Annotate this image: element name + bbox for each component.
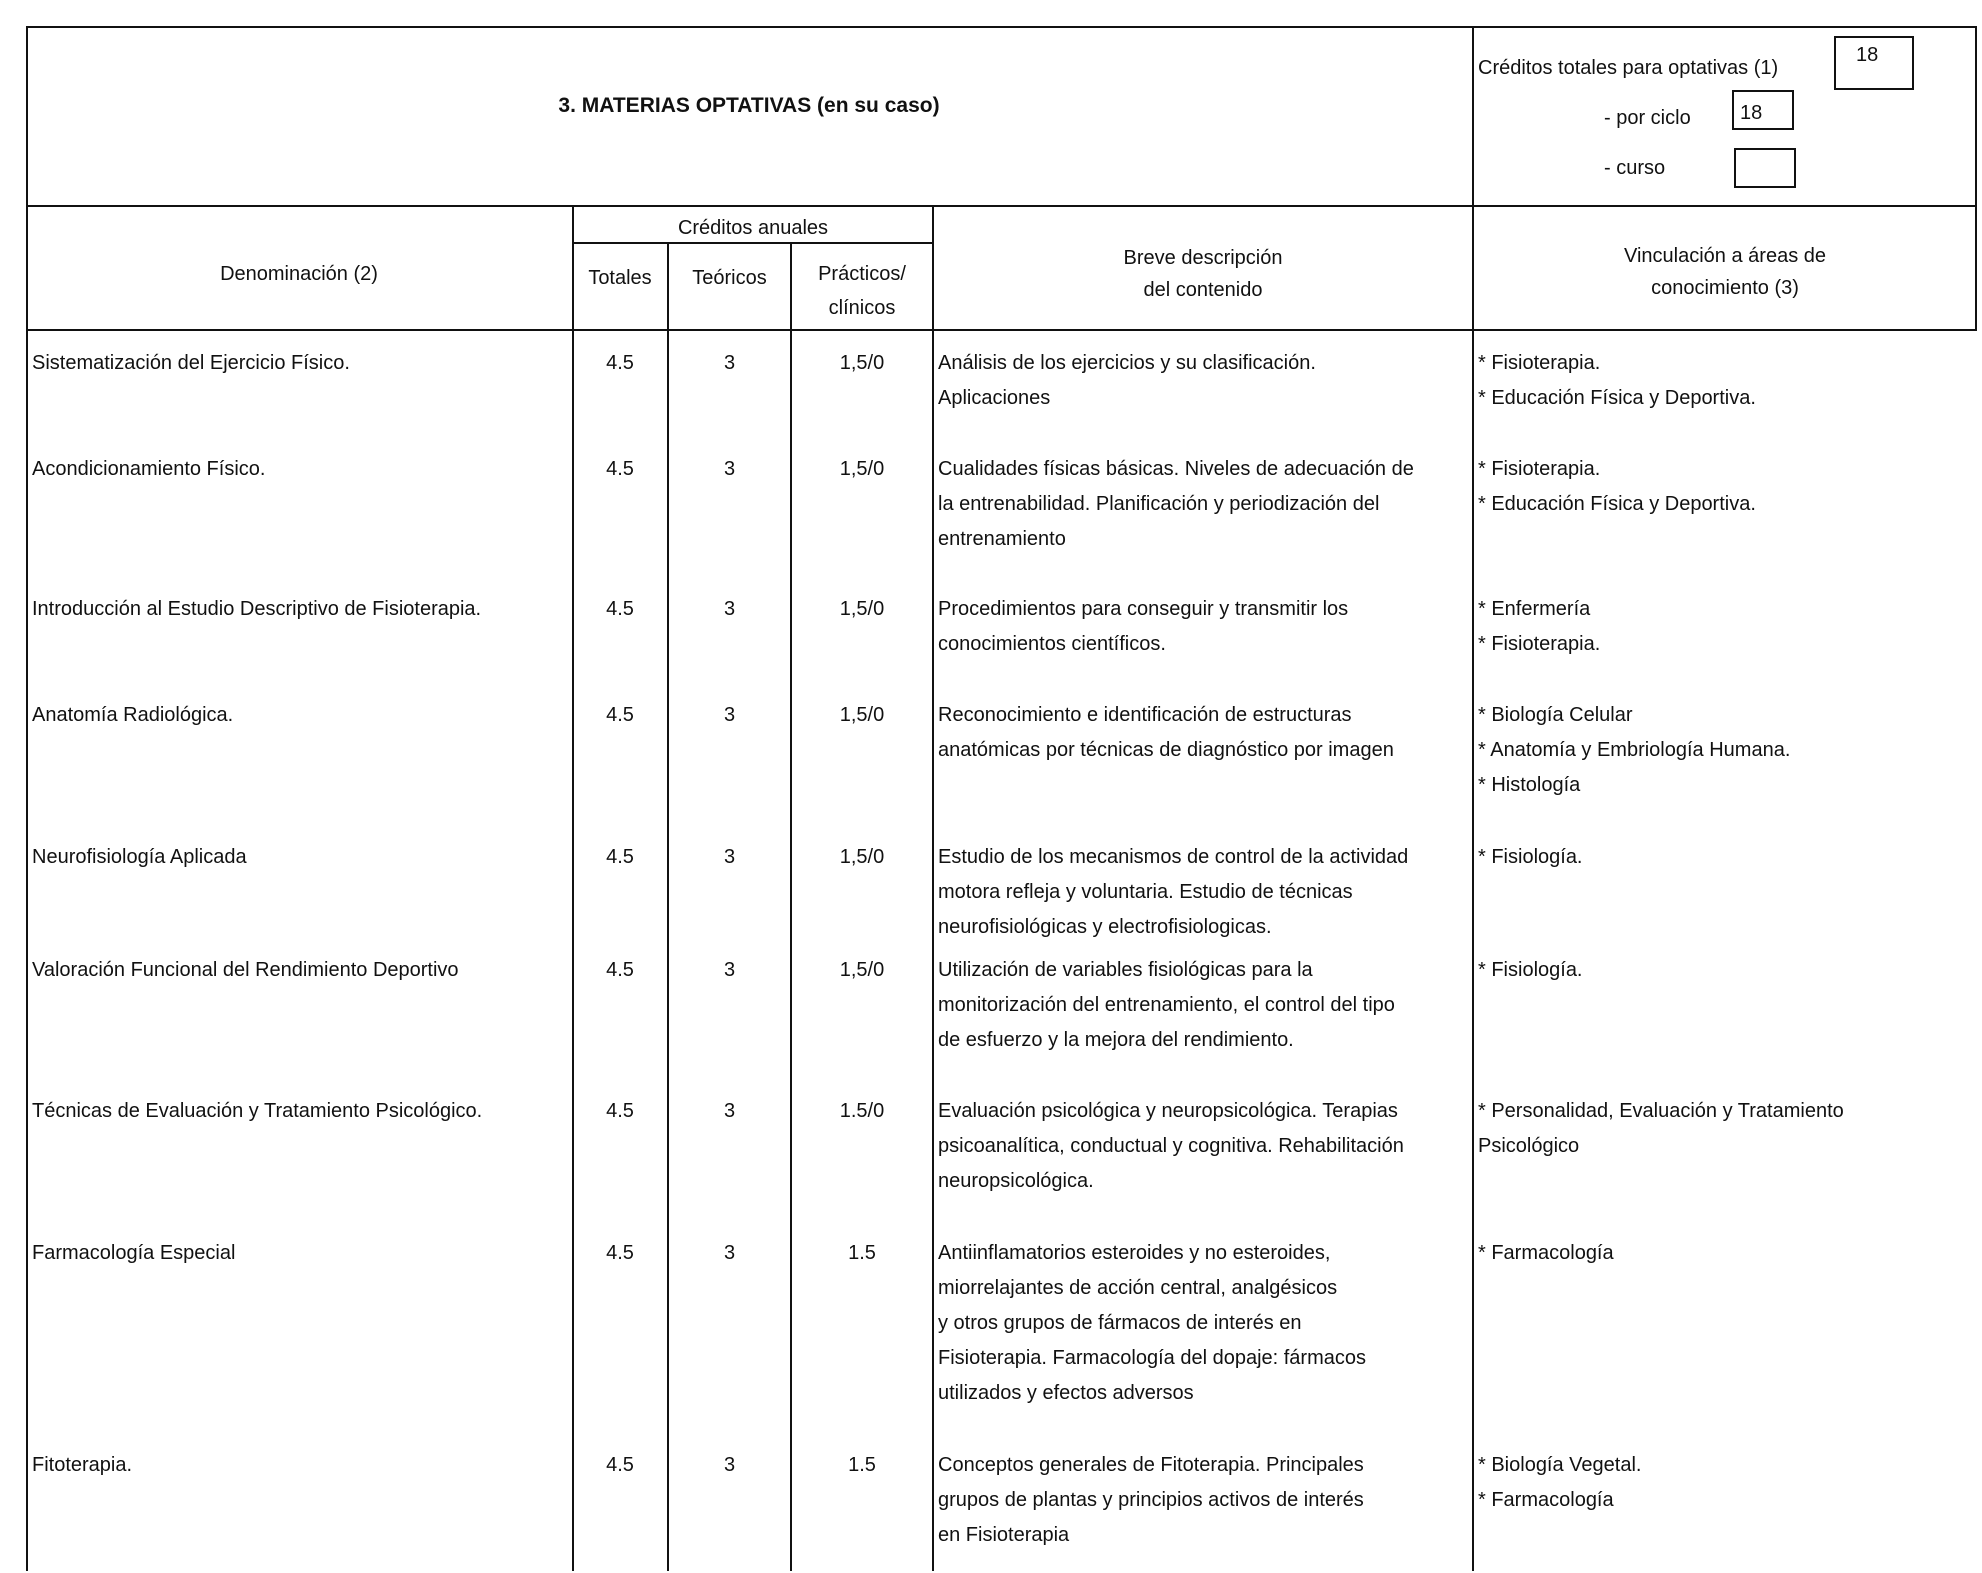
row-descripcion-line: conocimientos científicos. [938, 633, 1166, 655]
row-areas [1478, 592, 1974, 662]
row-descripcion-line: neurofisiológicas y electrofisiologicas. [938, 916, 1272, 938]
row-descripcion-line: Procedimientos para conseguir y transmitir los [938, 598, 1349, 620]
row-areas [1478, 698, 1974, 803]
row-name: Introducción al Estudio Descriptivo de Fisioterapia. [32, 598, 482, 620]
row-areas-line: * Personalidad, Evaluación y Tratamiento [1478, 1100, 1844, 1122]
row-areas [1478, 1094, 1974, 1164]
row-totales: 4.5 [606, 959, 634, 981]
row-teoricos: 3 [723, 458, 736, 480]
row-descripcion-line: motora refleja y voluntaria. Estudio de técnicas [938, 881, 1353, 903]
row-areas-line: * Fisioterapia. [1478, 633, 1601, 655]
row-practicos: 1.5 [848, 1242, 876, 1264]
course-label: - curso [1604, 157, 1666, 179]
row-areas-line: * Biología Celular [1478, 704, 1633, 726]
row-descripcion-line: Estudio de los mecanismos de control de la actividad [938, 846, 1409, 868]
divider-practicos [790, 242, 792, 1571]
row-descripcion [938, 452, 1468, 557]
row-totales: 4.5 [606, 598, 634, 620]
divider-teoricos [667, 242, 669, 1571]
per-cycle-box [1732, 90, 1794, 130]
row-areas-line: Psicológico [1478, 1135, 1580, 1157]
col-descripcion-line1: Breve descripción [1123, 247, 1283, 269]
row-areas [1478, 346, 1974, 416]
row-descripcion [938, 953, 1468, 1058]
row-descripcion-line: neuropsicológica. [938, 1170, 1094, 1192]
row-descripcion-line: Antiinflamatorios esteroides y no esteroides, [938, 1242, 1331, 1264]
row-descripcion-line: Reconocimiento e identificación de estructuras [938, 704, 1352, 726]
row-descripcion-line: utilizados y efectos adversos [938, 1382, 1194, 1404]
row-practicos: 1.5 [848, 1454, 876, 1476]
row-descripcion [938, 346, 1468, 416]
row-areas [1478, 1448, 1974, 1518]
row-descripcion-line: y otros grupos de fármacos de interés en [938, 1312, 1302, 1334]
row-name: Farmacología Especial [32, 1242, 236, 1264]
row-descripcion-line: Cualidades físicas básicas. Niveles de adecuación de [938, 458, 1414, 480]
row-areas-line: * Enfermería [1478, 598, 1591, 620]
row-areas-line: * Histología [1478, 774, 1581, 796]
row-descripcion-line: grupos de plantas y principios activos de interés [938, 1489, 1364, 1511]
col-practicos-line1: Prácticos/ [818, 263, 906, 285]
row-totales: 4.5 [606, 1100, 634, 1122]
row-descripcion-line: en Fisioterapia [938, 1524, 1070, 1546]
row-areas-line: * Educación Física y Deportiva. [1478, 493, 1756, 515]
row-practicos: 1,5/0 [839, 458, 885, 480]
per-cycle-value: 18 [1740, 102, 1763, 124]
row-descripcion [938, 698, 1468, 768]
row-practicos: 1,5/0 [839, 352, 885, 374]
divider-totales [572, 205, 574, 1571]
row-descripcion [938, 592, 1468, 662]
divider-descripcion [932, 205, 934, 1571]
row-areas-line: * Fisiología. [1478, 959, 1583, 981]
row-descripcion-line: Conceptos generales de Fitoterapia. Principales [938, 1454, 1364, 1476]
row-descripcion-line: Aplicaciones [938, 387, 1051, 409]
row-areas-line: * Educación Física y Deportiva. [1478, 387, 1756, 409]
top-border [26, 26, 1977, 28]
row-teoricos: 3 [723, 959, 736, 981]
section-title: 3. MATERIAS OPTATIVAS (en su caso) [558, 94, 940, 117]
row-areas-line: * Fisioterapia. [1478, 352, 1601, 374]
row-practicos: 1,5/0 [839, 846, 885, 868]
row-totales: 4.5 [606, 1242, 634, 1264]
row-name: Técnicas de Evaluación y Tratamiento Psicológico. [32, 1100, 483, 1122]
credits-total-label: Créditos totales para optativas (1) [1478, 57, 1779, 79]
row-areas-line: * Anatomía y Embriología Humana. [1478, 739, 1791, 761]
per-cycle-label: - por ciclo [1604, 107, 1691, 129]
row-teoricos: 3 [723, 1454, 736, 1476]
row-areas-line: * Fisioterapia. [1478, 458, 1601, 480]
row-totales: 4.5 [606, 704, 634, 726]
row-practicos: 1,5/0 [839, 959, 885, 981]
row-teoricos: 3 [723, 846, 736, 868]
row-areas [1478, 1236, 1974, 1271]
columns-bottom-line [26, 329, 1977, 331]
header-bottom-line [26, 205, 1977, 207]
row-name: Anatomía Radiológica. [32, 704, 234, 726]
row-totales: 4.5 [606, 458, 634, 480]
row-areas-line: * Farmacología [1478, 1242, 1614, 1264]
row-descripcion-line: de esfuerzo y la mejora del rendimiento. [938, 1029, 1294, 1051]
row-teoricos: 3 [723, 1100, 736, 1122]
row-totales: 4.5 [606, 1454, 634, 1476]
credits-total-box [1834, 36, 1914, 90]
row-areas-line: * Fisiología. [1478, 846, 1583, 868]
row-teoricos: 3 [723, 352, 736, 374]
row-descripcion-line: anatómicas por técnicas de diagnóstico por imagen [938, 739, 1394, 761]
row-areas [1478, 953, 1974, 988]
row-totales: 4.5 [606, 846, 634, 868]
row-practicos: 1,5/0 [839, 598, 885, 620]
row-descripcion [938, 840, 1468, 945]
row-descripcion-line: psicoanalítica, conductual y cognitiva. Rehabilitación [938, 1135, 1404, 1157]
row-totales: 4.5 [606, 352, 634, 374]
credits-total-value: 18 [1856, 44, 1879, 66]
col-descripcion-line2: del contenido [1143, 279, 1263, 301]
row-areas [1478, 452, 1974, 522]
row-name: Valoración Funcional del Rendimiento Deportivo [32, 959, 459, 981]
row-teoricos: 3 [723, 598, 736, 620]
optativas-table [26, 26, 1978, 1571]
row-areas [1478, 840, 1974, 875]
row-descripcion-line: la entrenabilidad. Planificación y periodización del [938, 493, 1380, 515]
row-practicos: 1.5/0 [839, 1100, 885, 1122]
col-denominacion: Denominación (2) [220, 263, 378, 285]
row-name: Acondicionamiento Físico. [32, 458, 266, 480]
row-descripcion [938, 1094, 1468, 1199]
row-areas-line: * Biología Vegetal. [1478, 1454, 1642, 1476]
row-descripcion-line: entrenamiento [938, 528, 1066, 550]
row-name: Sistematización del Ejercicio Físico. [32, 352, 350, 374]
row-descripcion [938, 1236, 1468, 1411]
col-creditos-anuales: Créditos anuales [677, 217, 829, 239]
col-teoricos: Teóricos [692, 267, 767, 289]
course-box [1734, 148, 1796, 188]
row-practicos: 1,5/0 [839, 704, 885, 726]
col-vinculacion-line1: Vinculación a áreas de [1624, 245, 1826, 267]
row-descripcion-line: monitorización del entrenamiento, el control del tipo [938, 994, 1395, 1016]
col-practicos-line2: clínicos [828, 297, 896, 319]
row-teoricos: 3 [723, 704, 736, 726]
col-totales: Totales [588, 267, 652, 289]
row-descripcion-line: Evaluación psicológica y neuropsicológica. Terapias [938, 1100, 1398, 1122]
creditos-group-line [572, 242, 934, 244]
row-descripcion-line: Utilización de variables fisiológicas para la [938, 959, 1313, 981]
row-descripcion [938, 1448, 1468, 1553]
row-areas-line: * Farmacología [1478, 1489, 1614, 1511]
row-descripcion-line: miorrelajantes de acción central, analgésicos [938, 1277, 1338, 1299]
left-border [26, 26, 28, 1571]
row-teoricos: 3 [723, 1242, 736, 1264]
row-descripcion-line: Fisioterapia. Farmacología del dopaje: fármacos [938, 1347, 1366, 1369]
row-name: Neurofisiología Aplicada [32, 846, 247, 868]
row-name: Fitoterapia. [32, 1454, 133, 1476]
row-descripcion-line: Análisis de los ejercicios y su clasificación. [938, 352, 1316, 374]
col-vinculacion-line2: conocimiento (3) [1651, 277, 1799, 299]
